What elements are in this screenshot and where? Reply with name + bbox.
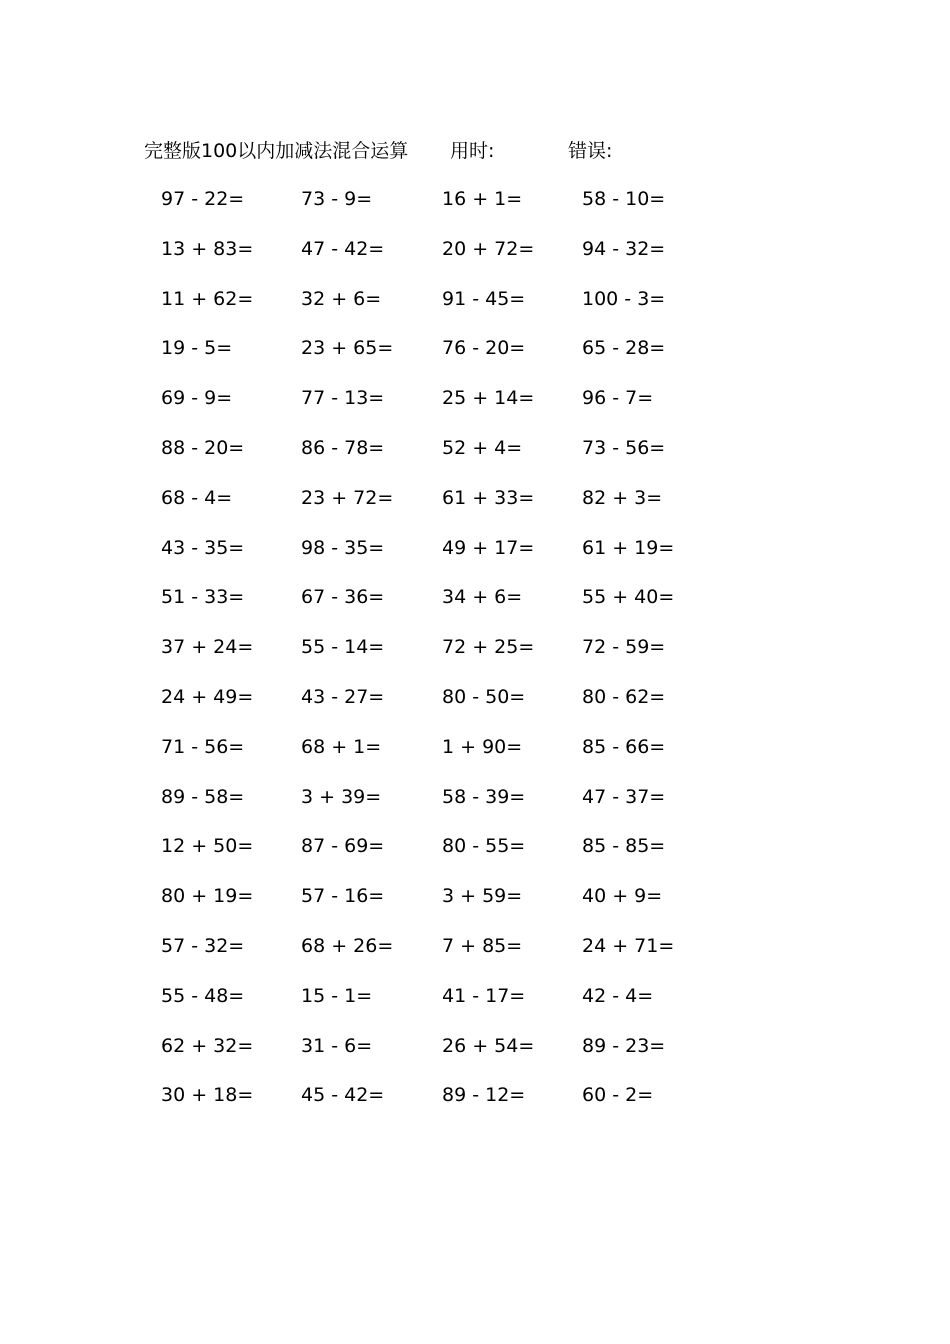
problem-item: 57 - 32= — [161, 934, 245, 957]
problem-row — [0, 930, 950, 980]
problem-item: 80 + 19= — [161, 885, 254, 908]
problem-item: 100 - 3= — [582, 287, 666, 310]
problem-grid — [0, 183, 950, 1129]
problem-row — [0, 830, 950, 880]
problem-item: 86 - 78= — [301, 436, 385, 459]
problem-row — [0, 532, 950, 582]
problem-item: 77 - 13= — [301, 387, 385, 410]
problem-item: 25 + 14= — [442, 387, 535, 410]
problem-item: 68 + 1= — [301, 735, 382, 758]
problem-item: 55 + 40= — [582, 586, 675, 609]
problem-row — [0, 332, 950, 382]
problem-item: 82 + 3= — [582, 486, 663, 509]
problem-item: 89 - 58= — [161, 785, 245, 808]
problem-row — [0, 781, 950, 831]
problem-row — [0, 631, 950, 681]
problem-item: 7 + 85= — [442, 934, 523, 957]
problem-item: 52 + 4= — [442, 436, 523, 459]
problem-item: 62 + 32= — [161, 1034, 254, 1057]
problem-item: 19 - 5= — [161, 337, 233, 360]
problem-row — [0, 581, 950, 631]
problem-item: 42 - 4= — [582, 984, 654, 1007]
problem-item: 55 - 48= — [161, 984, 245, 1007]
problem-item: 30 + 18= — [161, 1084, 254, 1107]
problem-item: 34 + 6= — [442, 586, 523, 609]
problem-item: 24 + 71= — [582, 934, 675, 957]
problem-item: 12 + 50= — [161, 835, 254, 858]
problem-item: 65 - 28= — [582, 337, 666, 360]
problem-item: 89 - 23= — [582, 1034, 666, 1057]
problem-item: 49 + 17= — [442, 536, 535, 559]
problem-item: 88 - 20= — [161, 436, 245, 459]
problem-item: 98 - 35= — [301, 536, 385, 559]
problem-item: 23 + 72= — [301, 486, 394, 509]
problem-row — [0, 382, 950, 432]
worksheet-title: 完整版100以内加减法混合运算 — [144, 140, 409, 162]
problem-item: 47 - 37= — [582, 785, 666, 808]
problem-item: 60 - 2= — [582, 1084, 654, 1107]
problem-row — [0, 1079, 950, 1129]
problem-row — [0, 1030, 950, 1080]
problem-item: 69 - 9= — [161, 387, 233, 410]
problem-item: 45 - 42= — [301, 1084, 385, 1107]
time-used-label: 用时: — [450, 140, 495, 162]
problem-item: 47 - 42= — [301, 237, 385, 260]
problem-row — [0, 681, 950, 731]
problem-item: 80 - 62= — [582, 685, 666, 708]
problem-item: 41 - 17= — [442, 984, 526, 1007]
problem-item: 85 - 85= — [582, 835, 666, 858]
problem-item: 55 - 14= — [301, 636, 385, 659]
problem-row — [0, 880, 950, 930]
problem-item: 1 + 90= — [442, 735, 523, 758]
problem-item: 43 - 27= — [301, 685, 385, 708]
problem-item: 43 - 35= — [161, 536, 245, 559]
problem-item: 71 - 56= — [161, 735, 245, 758]
problem-item: 68 + 26= — [301, 934, 394, 957]
problem-item: 61 + 19= — [582, 536, 675, 559]
problem-item: 40 + 9= — [582, 885, 663, 908]
problem-item: 58 - 39= — [442, 785, 526, 808]
problem-item: 26 + 54= — [442, 1034, 535, 1057]
problem-item: 80 - 55= — [442, 835, 526, 858]
problem-item: 96 - 7= — [582, 387, 654, 410]
problem-item: 20 + 72= — [442, 237, 535, 260]
problem-item: 13 + 83= — [161, 237, 254, 260]
problem-item: 32 + 6= — [301, 287, 382, 310]
problem-item: 76 - 20= — [442, 337, 526, 360]
problem-row — [0, 980, 950, 1030]
problem-item: 68 - 4= — [161, 486, 233, 509]
problem-item: 80 - 50= — [442, 685, 526, 708]
problem-row — [0, 183, 950, 233]
problem-row — [0, 432, 950, 482]
problem-row — [0, 482, 950, 532]
problem-row — [0, 233, 950, 283]
problem-item: 72 - 59= — [582, 636, 666, 659]
problem-item: 58 - 10= — [582, 188, 666, 210]
problem-item: 57 - 16= — [301, 885, 385, 908]
problem-item: 87 - 69= — [301, 835, 385, 858]
problem-item: 15 - 1= — [301, 984, 373, 1007]
problem-item: 73 - 9= — [301, 188, 373, 210]
problem-item: 97 - 22= — [161, 188, 245, 210]
problem-item: 24 + 49= — [161, 685, 254, 708]
problem-item: 23 + 65= — [301, 337, 394, 360]
problem-item: 61 + 33= — [442, 486, 535, 509]
problem-item: 91 - 45= — [442, 287, 526, 310]
problem-item: 94 - 32= — [582, 237, 666, 260]
problem-item: 85 - 66= — [582, 735, 666, 758]
problem-item: 11 + 62= — [161, 287, 254, 310]
problem-row — [0, 283, 950, 333]
problem-item: 31 - 6= — [301, 1034, 373, 1057]
worksheet-header — [144, 136, 704, 166]
problem-item: 3 + 59= — [442, 885, 523, 908]
problem-item: 89 - 12= — [442, 1084, 526, 1107]
problem-item: 51 - 33= — [161, 586, 245, 609]
problem-item: 67 - 36= — [301, 586, 385, 609]
problem-item: 73 - 56= — [582, 436, 666, 459]
problem-item: 72 + 25= — [442, 636, 535, 659]
problem-row — [0, 731, 950, 781]
problem-item: 3 + 39= — [301, 785, 382, 808]
error-count-label: 错误: — [568, 140, 613, 162]
problem-item: 37 + 24= — [161, 636, 254, 659]
problem-item: 16 + 1= — [442, 188, 523, 210]
